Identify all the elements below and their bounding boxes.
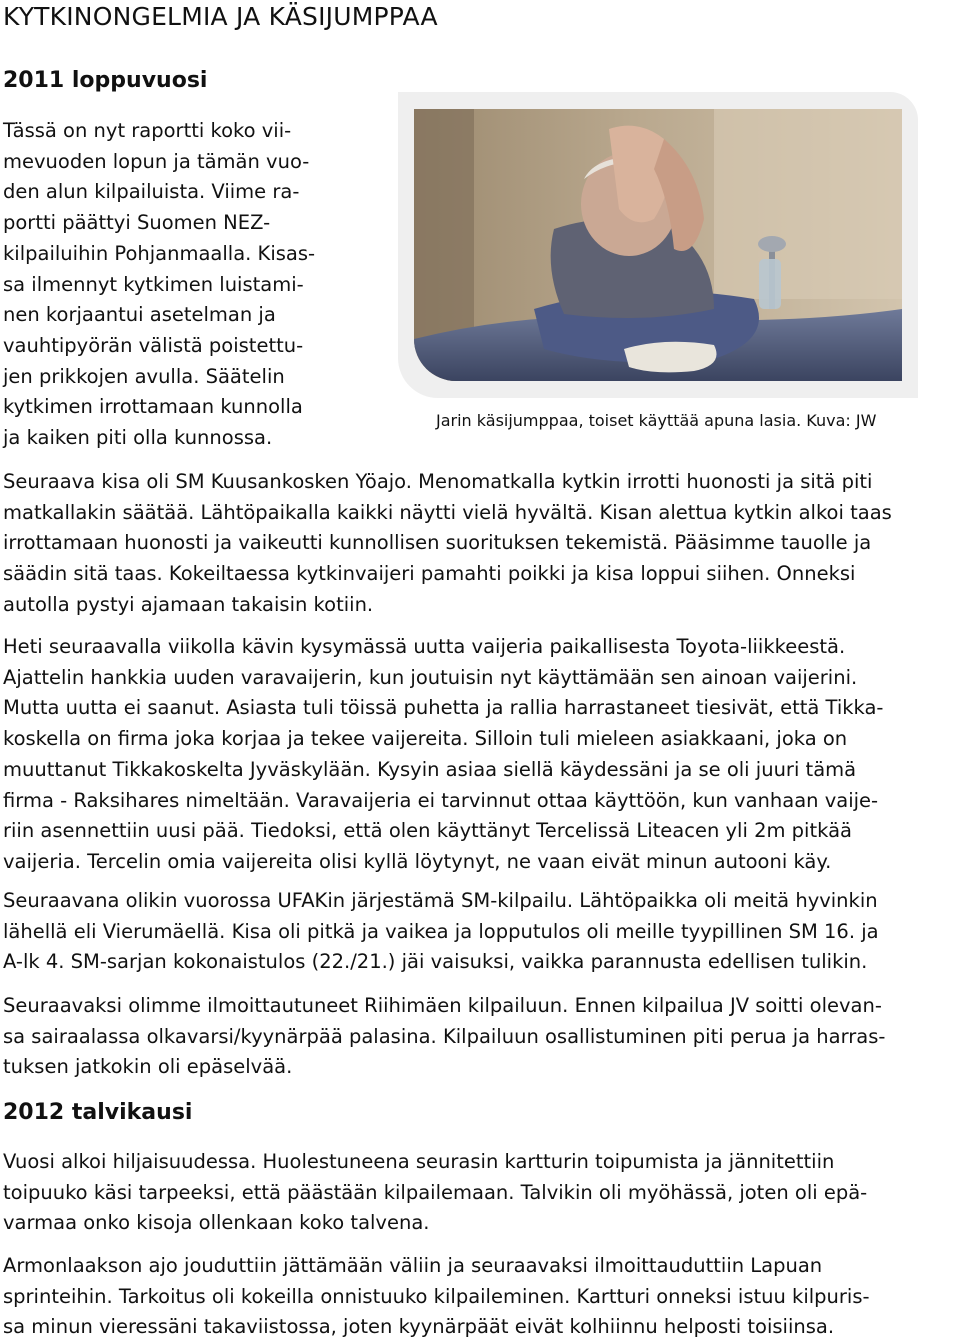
text-line: sa sairaalassa olkavarsi/kyynärpää palasina. Kilpailuun osallistuminen piti perua ja harras- [3,1024,886,1048]
photo [414,109,902,381]
paragraph [3,1147,867,1239]
text-line: varmaa onko kisoja ollenkaan koko talvena. [3,1211,430,1235]
text-line: vauhtipyörän välistä poistettu- [3,333,304,357]
text-line: Seuraavana olikin vuorossa UFAKin järjestämä SM-kilpailu. Lähtöpaikka oli meitä hyvinkin [3,889,878,912]
text-line: sa minun vieressäni takaviistossa, joten kyynärpäät eivät kolhiinnu helposti toisiinsa. [3,1315,835,1339]
intro-paragraph [3,116,383,454]
text-line: den alun kilpailuista. Viime ra- [3,180,300,204]
text-line: A-lk 4. SM-sarjan kokonaistulos (22./21.) jäi vaisuksi, vaikka parannusta edellisen tulikin. [3,950,868,974]
paragraph [3,1251,870,1343]
text-line: sa ilmennyt kytkimen luistami- [3,272,304,296]
paragraph [3,467,892,621]
text-line: jen prikkojen avulla. Säätelin [3,364,285,388]
text-line: Vuosi alkoi hiljaisuudessa. Huolestuneena seurasin kartturin toipumista ja jännitettiin [3,1150,835,1173]
text-line: Seuraava kisa oli SM Kuusankosken Yöajo. Menomatkalla kytkin irrotti huonosti ja sitä piti [3,470,873,493]
text-line: Heti seuraavalla viikolla kävin kysymässä uutta vaijeria paikallisesta Toyota-liikkeestä. [3,635,846,658]
text-line: Seuraavaksi olimme ilmoittautuneet Riihimäen kilpailuun. Ennen kilpailua JV soitti olevan- [3,994,882,1017]
section-heading-2011: 2011 loppuvuosi [3,68,208,93]
paragraph [3,991,885,1083]
text-line: autolla pystyi ajamaan takaisin kotiin. [3,592,374,616]
text-line: sprinteihin. Tarkoitus oli kokeilla onnistuuko kilpaileminen. Kartturi onneksi istuu kilpuris- [3,1284,870,1308]
text-line: toipuuko käsi tarpeeksi, että päästään kilpailemaan. Talvikin oli myöhässä, joten oli epä- [3,1180,868,1204]
text-line: Tässä on nyt raportti koko vii- [3,119,292,142]
text-line: Ajattelin hankkia uuden varavaijerin, kun joutuisin nyt käyttämään sen ainoan vaijerini. [3,665,858,689]
text-line: matkallakin säätää. Lähtöpaikalla kaikki näytti vielä hyvältä. Kisan alettua kytkin alkoi taas [3,500,892,524]
text-line: säädin sitä taas. Kokeiltaessa kytkinvaijeri pamahti poikki ja kisa loppui siihen. Onneksi [3,562,856,586]
section-heading-2012: 2012 talvikausi [3,1100,193,1125]
text-line: ja kaiken piti olla kunnossa. [3,426,273,450]
text-line: kilpailuihin Pohjanmaalla. Kisas- [3,241,316,265]
text-line: firma - Raksihares nimeltään. Varavaijeria ei tarvinnut ottaa käyttöön, kun vanhaan vaije- [3,788,879,812]
photo-illustration [414,109,902,381]
text-line: riin asennettiin uusi pää. Tiedoksi, että olen käyttänyt Tercelissä Liteacen yli 2m pitkää [3,819,852,843]
paragraph [3,886,879,978]
text-line: vaijeria. Tercelin omia vaijereita olisi kyllä löytynyt, ne vaan eivät minun autooni käy. [3,849,832,873]
page-title: KYTKINONGELMIA JA KÄSIJUMPPAA [3,2,438,31]
text-line: Armonlaakson ajo jouduttiin jättämään väliin ja seuraavaksi ilmoittauduttiin Lapuan [3,1254,823,1277]
text-line: irrottamaan huonosti ja vaikeutti kunnollisen suorituksen tekemistä. Pääsimme tauolle ja [3,531,872,555]
text-line: portti päättyi Suomen NEZ- [3,211,271,235]
text-line: tuksen jatkokin oli epäselvää. [3,1055,293,1079]
text-line: koskella on firma joka korjaa ja tekee vaijereita. Silloin tuli mieleen asiakkaani, joka on [3,727,848,751]
text-line: Mutta uutta ei saanut. Asiasta tuli töissä puhetta ja rallia harrastaneet tiesivät, että Tikka- [3,696,884,720]
text-line: mevuoden lopun ja tämän vuo- [3,149,310,173]
text-line: muuttanut Tikkakoskelta Jyväskylään. Kysyin asiaa siellä käydessäni ja se oli juuri tämä [3,757,857,781]
photo-caption: Jarin käsijumppaa, toiset käyttää apuna lasia. Kuva: JW [436,411,877,430]
text-line: lähellä eli Vierumäellä. Kisa oli pitkä ja vaikea ja lopputulos oli meille tyypillinen SM 16. ja [3,919,879,943]
text-line: kytkimen irrottamaan kunnolla [3,395,303,419]
paragraph [3,632,883,878]
text-line: nen korjaantui asetelman ja [3,303,276,327]
